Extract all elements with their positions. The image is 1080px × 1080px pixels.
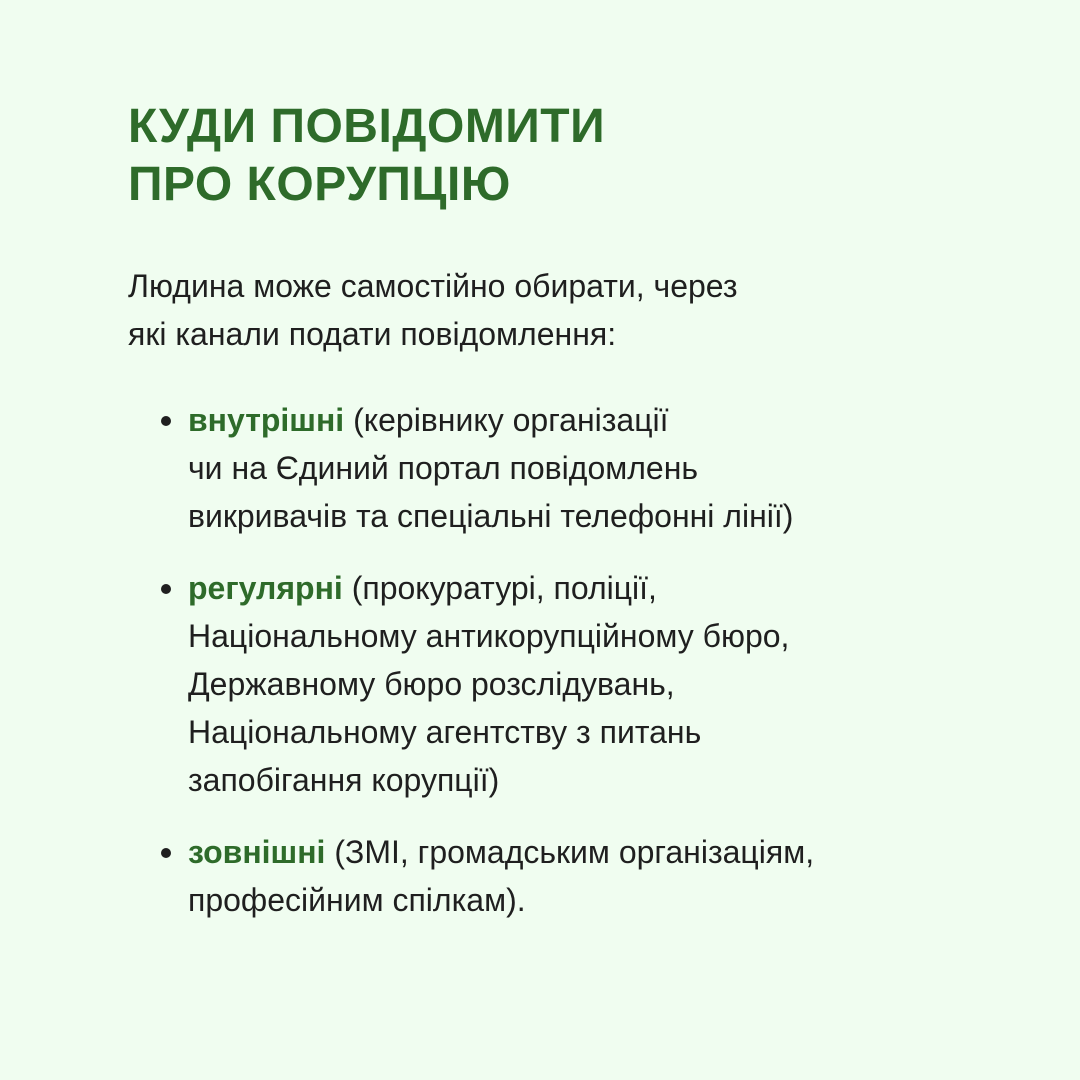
channel-line: викривачів та спеціальні телефонні лінії) <box>188 498 794 534</box>
channel-first-line <box>188 396 988 444</box>
title-line-1: КУДИ ПОВІДОМИТИ <box>128 100 606 153</box>
channel-line: професійним спілкам). <box>188 882 526 918</box>
channel-first-line <box>188 564 988 612</box>
channel-line: запобігання корупції) <box>188 762 500 798</box>
list-item-regular <box>128 564 988 804</box>
channel-line: чи на Єдиний портал повідомлень <box>188 450 699 486</box>
channel-line: Національному антикорупційному бюро, <box>188 618 790 654</box>
channel-first-line <box>188 828 988 876</box>
list-item-external <box>128 828 988 924</box>
channel-line: Національному агентству з питань <box>188 714 702 750</box>
intro-paragraph <box>128 262 988 358</box>
title-line-2: ПРО КОРУПЦІЮ <box>128 158 511 211</box>
channel-term: зовнішні <box>188 834 326 870</box>
page-title <box>128 98 988 214</box>
intro-line-2: які канали подати повідомлення: <box>128 316 617 352</box>
content-card <box>128 98 988 948</box>
bullet-dot-icon <box>161 584 171 594</box>
intro-line-1: Людина може самостійно обирати, через <box>128 268 738 304</box>
channel-term: внутрішні <box>188 402 345 438</box>
channel-first-rest: (керівнику організації <box>344 402 669 438</box>
channel-term: регулярні <box>188 570 343 606</box>
channel-line: Державному бюро розслідувань, <box>188 666 675 702</box>
channel-first-rest: (прокуратурі, поліції, <box>342 570 657 606</box>
channel-list <box>128 396 988 924</box>
bullet-dot-icon <box>161 848 171 858</box>
bullet-dot-icon <box>161 416 171 426</box>
list-item-internal <box>128 396 988 540</box>
channel-first-rest: (ЗМІ, громадським організаціям, <box>325 834 815 870</box>
